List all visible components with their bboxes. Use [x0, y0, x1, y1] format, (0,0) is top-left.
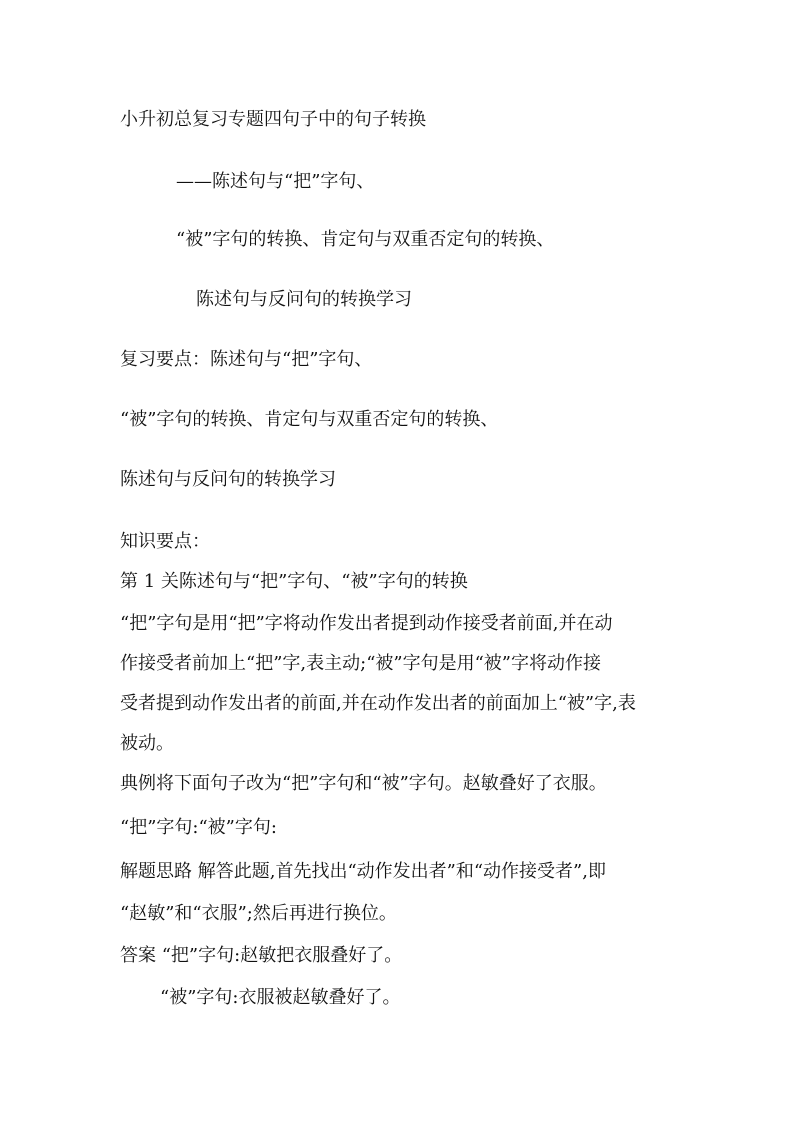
- example-line: 典例将下面句子改为“把”字句和“被”字句。赵敏叠好了衣服。: [120, 773, 607, 794]
- answer-line-2: “被”字句:衣服被赵敏叠好了。: [160, 987, 401, 1008]
- review-points-line-1: 复习要点：陈述句与“把”字句、: [120, 349, 373, 370]
- subtitle-line-1: ——陈述句与“把”字句、: [176, 171, 375, 192]
- section1-paragraph-line-3: 受者提到动作发出者的前面,并在动作发出者的前面加上“被”字,表: [120, 693, 636, 714]
- subtitle-line-2: “被”字句的转换、肯定句与双重否定句的转换、: [176, 229, 555, 250]
- review-points-line-2: “被”字句的转换、肯定句与双重否定句的转换、: [120, 409, 499, 430]
- review-points-line-3: 陈述句与反问句的转换学习: [120, 469, 336, 490]
- section1-paragraph-line-1: “把”字句是用“把”字将动作发出者提到动作接受者前面,并在动: [120, 613, 613, 634]
- section1-paragraph-line-2: 作接受者前加上“把”字,表主动;“被”字句是用“被”字将动作接: [120, 653, 601, 674]
- example-blanks: “把”字句:“被”字句:: [120, 817, 277, 838]
- knowledge-heading: 知识要点：: [120, 531, 210, 552]
- answer-line-1: 答案 “把”字句:赵敏把衣服叠好了。: [120, 945, 403, 966]
- section1-paragraph-line-4: 被动。: [120, 733, 174, 754]
- solution-line-2: “赵敏”和“衣服”;然后再进行换位。: [120, 903, 397, 924]
- document-title: 小升初总复习专题四句子中的句子转换: [120, 109, 426, 130]
- subtitle-line-3: 陈述句与反问句的转换学习: [196, 289, 412, 310]
- section1-heading: 第 1 关陈述句与“把”字句、“被”字句的转换: [120, 571, 468, 592]
- solution-line-1: 解题思路 解答此题,首先找出“动作发出者”和“动作接受者”,即: [120, 861, 606, 882]
